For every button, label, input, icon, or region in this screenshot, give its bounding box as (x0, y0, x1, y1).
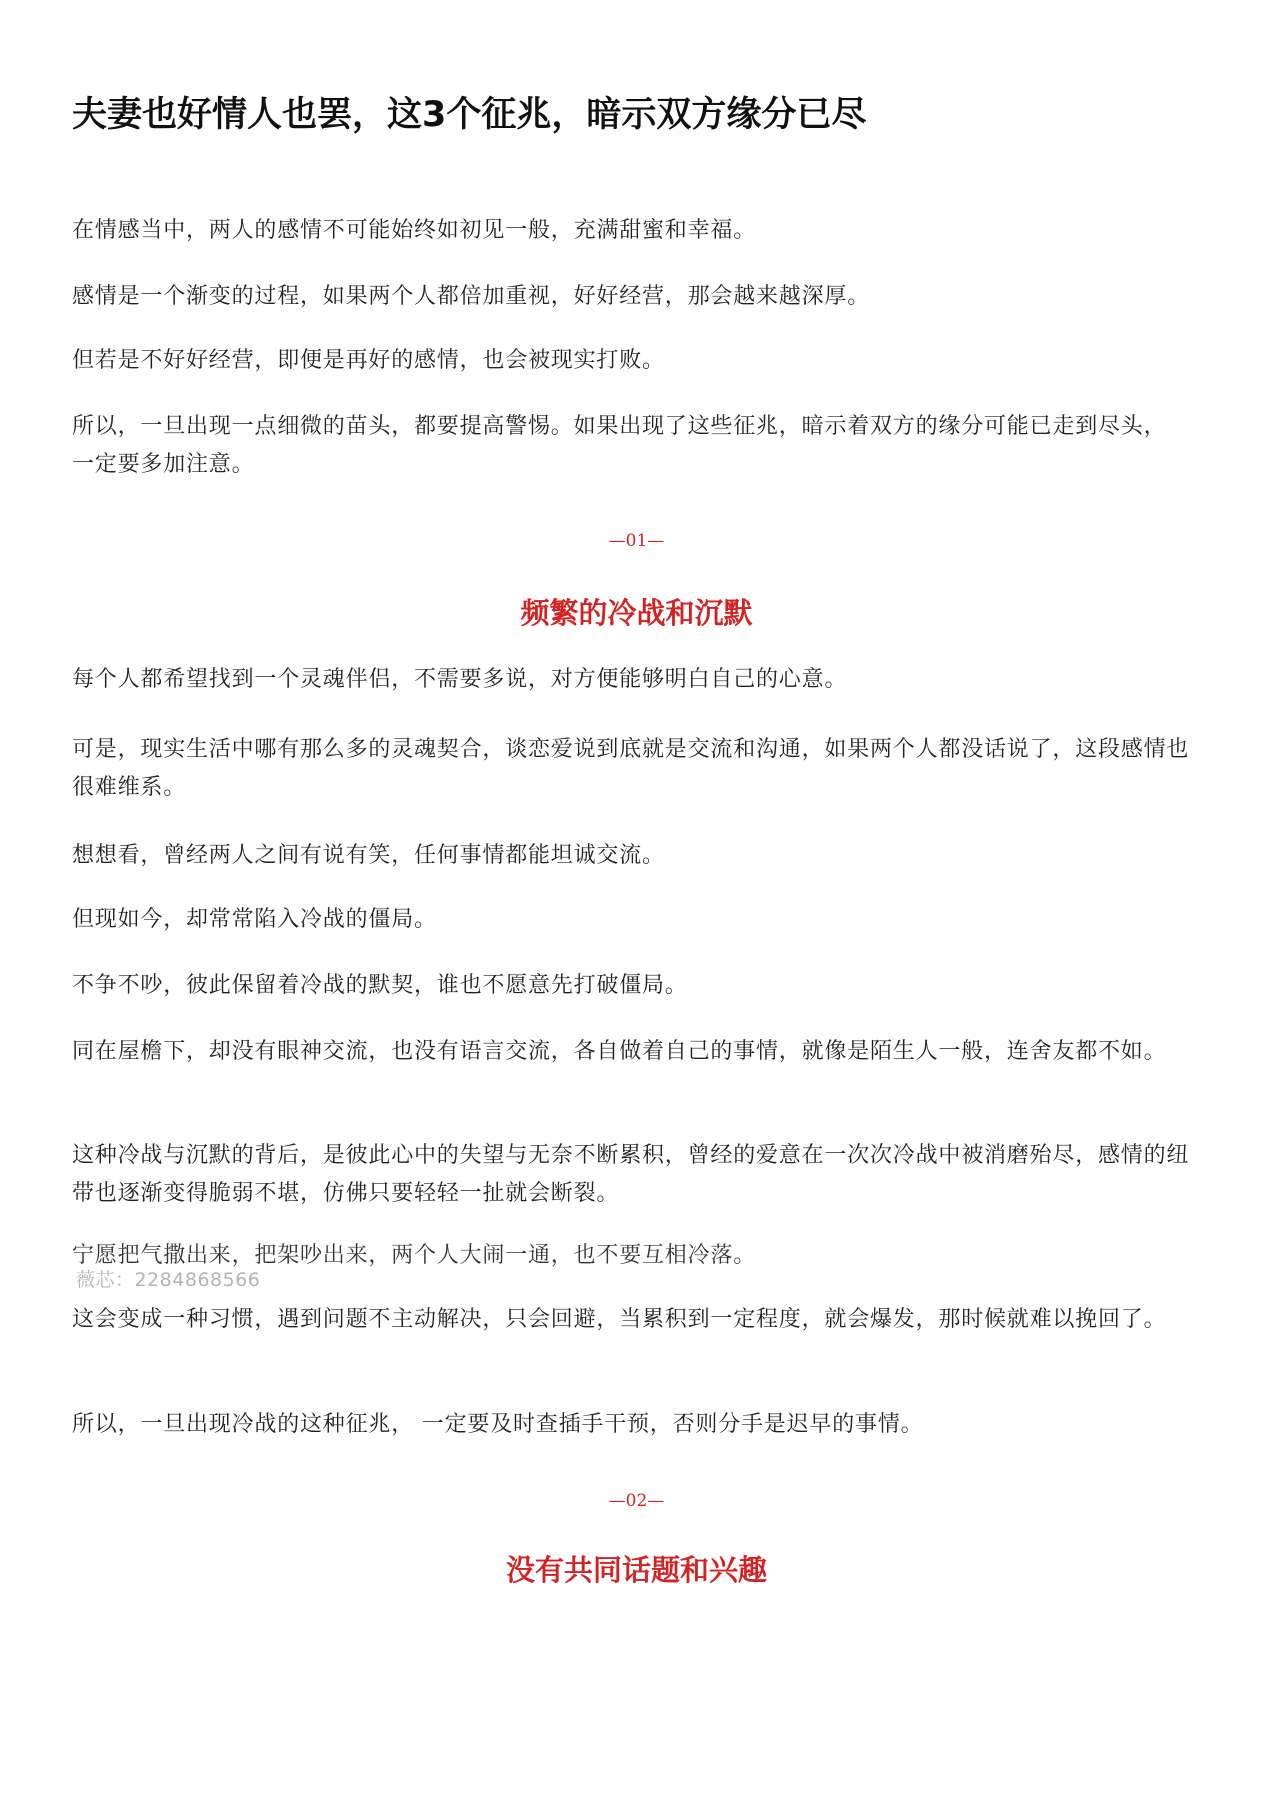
intro-paragraph-2: 感情是一个渐变的过程，如果两个人都倍加重视，好好经营，那会越来越深厚。 (72, 284, 871, 309)
section1-paragraph-6: 同在屋檐下，却没有眼神交流，也没有语言交流，各自做着自己的事情，就像是陌生人一般，连舍友都不如。 (72, 1039, 1167, 1064)
intro-paragraph-4: 所以，一旦出现一点细微的苗头，都要提高警惕。如果出现了这些征兆，暗示着双方的缘分可能已走到尽头， 一定要多加注意。 (72, 414, 1167, 477)
section1-paragraph-9: 这会变成一种习惯，遇到问题不主动解决，只会回避，当累积到一定程度，就会爆发，那时候就难以挽回了。 (72, 1307, 1167, 1332)
section-heading-01: 频繁的冷战和沉默 (520, 596, 753, 630)
section1-paragraph-5: 不争不吵，彼此保留着冷战的默契，谁也不愿意先打破僵局。 (72, 973, 688, 998)
section1-paragraph-3: 想想看，曾经两人之间有说有笑，任何事情都能坦诚交流。 (72, 843, 665, 868)
section1-paragraph-1: 每个人都希望找到一个灵魂伴侣，不需要多说，对方便能够明白自己的心意。 (72, 667, 848, 692)
section-number-02: —02— (608, 1491, 665, 1511)
section1-paragraph-7: 这种冷战与沉默的背后，是彼此心中的失望与无奈不断累积，曾经的爱意在一次次冷战中被消磨殆尽，感情的纽带也逐渐变得脆弱不堪，仿佛只要轻轻一扯就会断裂。 (72, 1143, 1190, 1206)
section1-paragraph-4: 但现如今，却常常陷入冷战的僵局。 (72, 907, 437, 932)
intro-paragraph-1: 在情感当中，两人的感情不可能始终如初见一般，充满甜蜜和幸福。 (72, 218, 757, 243)
section1-paragraph-2: 可是，现实生活中哪有那么多的灵魂契合，谈恋爱说到底就是交流和沟通，如果两个人都没话说了，这段感情也很难维系。 (72, 737, 1190, 800)
section-heading-02: 没有共同话题和兴趣 (505, 1553, 767, 1587)
contact-watermark: 薇芯：2284868566 (76, 1269, 261, 1291)
intro-paragraph-3: 但若是不好好经营，即便是再好的感情，也会被现实打败。 (72, 348, 665, 373)
section1-paragraph-10: 所以，一旦出现冷战的这种征兆， 一定要及时查插手干预，否则分手是迟早的事情。 (72, 1412, 924, 1437)
article-title: 夫妻也好情人也罢，这3个征兆，暗示双方缘分已尽 (72, 95, 867, 135)
section1-paragraph-8: 宁愿把气撒出来，把架吵出来，两个人大闹一通，也不要互相冷落。 (72, 1243, 757, 1268)
section-number-01: —01— (608, 531, 665, 551)
